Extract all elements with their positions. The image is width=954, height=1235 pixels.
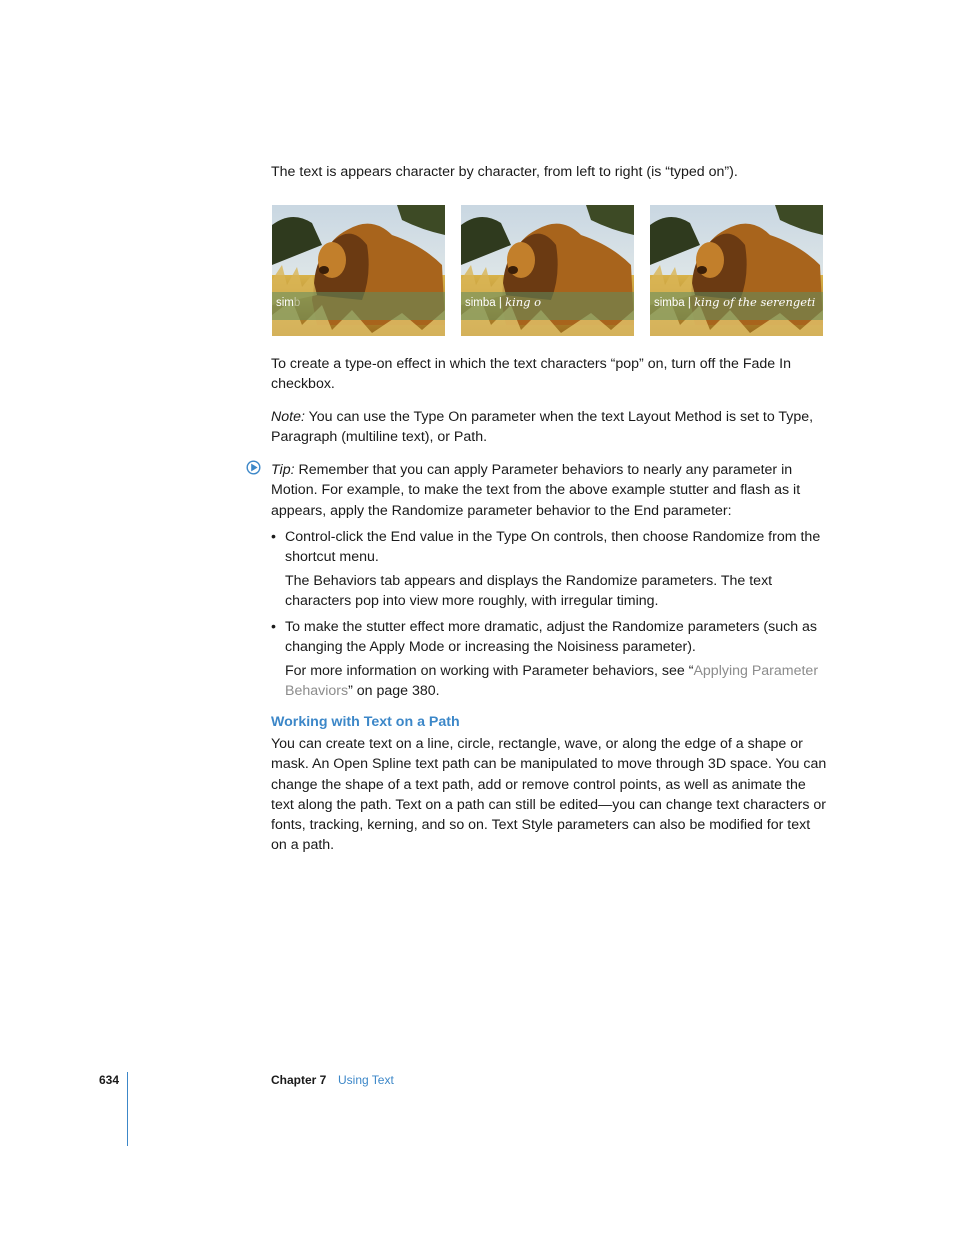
intro-paragraph: The text is appears character by character, from left to right (is “typed on”). — [271, 164, 738, 180]
lion-frame-2 — [461, 205, 634, 336]
section-paragraph: You can create text on a line, circle, rectangle, wave, or along the edge of a shape or mask. An Open Spline text path can be manipulated to move through 3D space. You can change the shape of a text path, add or remove control points, as well as animate the text along the path. Text on a path can still be edited—you can change text characters or fonts, tracking, kerning, and so on. Text Style parameters can also be modified for text on a path. — [271, 736, 827, 854]
page-number: 634 — [99, 1073, 120, 1087]
note-label: Note: — [271, 409, 305, 425]
bullet-subparagraph: For more information on working with Parameter behaviors, see “Applying Parameter Behaviors” on page 380. — [285, 663, 819, 700]
lion-frame-3 — [650, 205, 823, 336]
lion-frame-sequence — [272, 205, 824, 336]
list-item — [271, 617, 827, 658]
chapter-title-link[interactable]: Using Text — [338, 1073, 394, 1087]
bullet-text: To make the stutter effect more dramatic, adjust the Randomize parameters (such as changing the Apply Mode or increasing the Noisiness parameter). — [285, 619, 818, 656]
cross-reference-link[interactable]: Applying Parameter Behaviors — [285, 663, 819, 700]
note-paragraph — [271, 407, 827, 448]
list-item — [271, 527, 827, 568]
tip-arrow-icon — [246, 460, 261, 475]
frame-caption: simba | king of the serengeti — [654, 295, 816, 309]
tip-text: Remember that you can apply Parameter behaviors to nearly any parameter in Motion. For example, to make the text from the above example stutter and flash as it appears, apply the Randomize parameter behavior to the End parameter: — [271, 462, 801, 519]
chapter-label: Chapter 7 — [271, 1073, 327, 1087]
footer-divider — [127, 1072, 128, 1146]
bullet-subparagraph: The Behaviors tab appears and displays the Randomize parameters. The text characters pop into view more roughly, with irregular timing. — [285, 573, 773, 610]
bullet-text: Control-click the End value in the Type On controls, then choose Randomize from the shortcut menu. — [285, 529, 821, 566]
bullet-marker: • — [271, 529, 276, 545]
tip-paragraph — [271, 460, 827, 521]
frame-caption: simb — [276, 297, 301, 309]
type-on-paragraph: To create a type-on effect in which the text characters “pop” on, turn off the Fade In checkbox. — [271, 356, 791, 393]
note-text: You can use the Type On parameter when the text Layout Method is set to Type, Paragraph (multiline text), or Path. — [271, 409, 814, 446]
bullet-marker: • — [271, 619, 276, 635]
frame-caption: simba | king o — [465, 295, 542, 309]
section-heading: Working with Text on a Path — [271, 714, 460, 730]
tip-label: Tip: — [271, 462, 295, 478]
lion-frame-1 — [272, 205, 445, 336]
